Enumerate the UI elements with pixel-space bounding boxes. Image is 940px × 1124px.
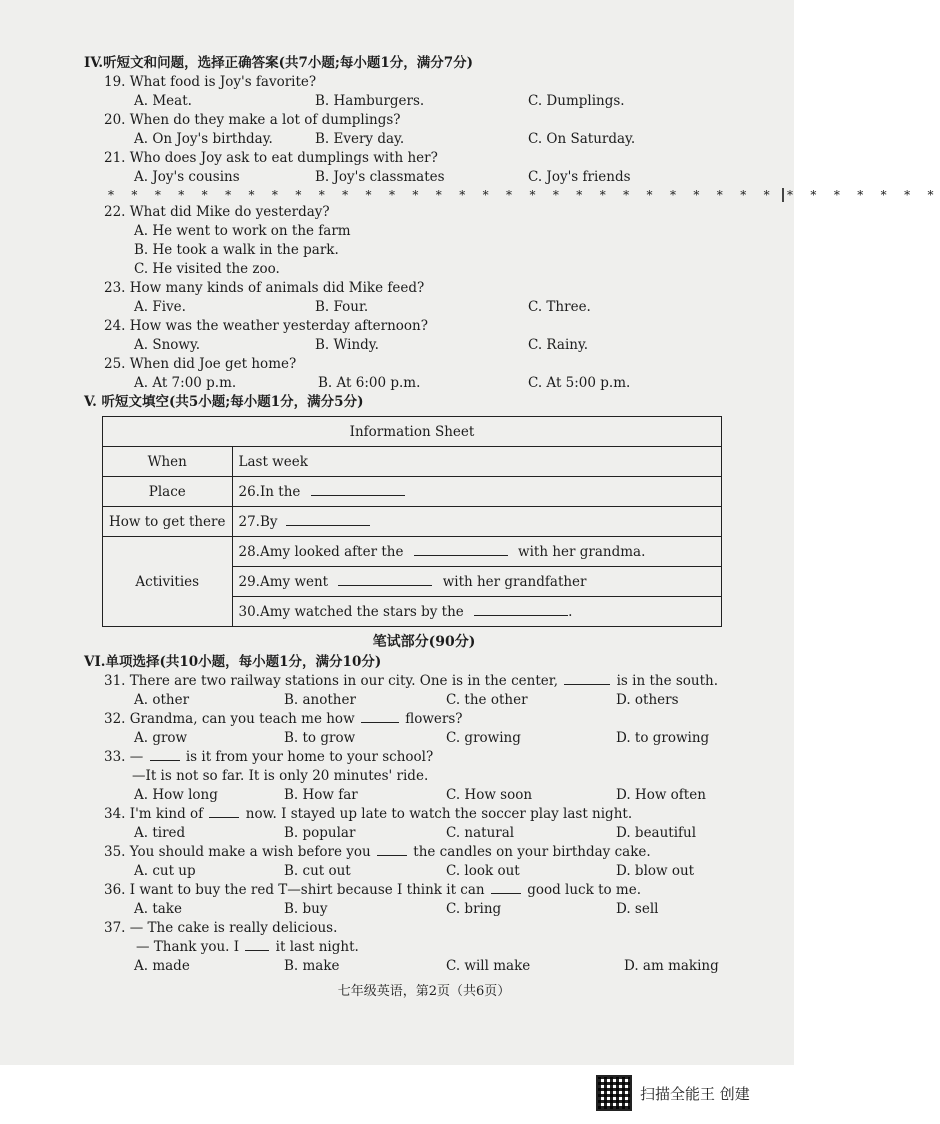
option-b: B. make	[284, 958, 340, 974]
option-a: A. Snowy.	[134, 337, 201, 353]
option-c: C. Dumplings.	[528, 93, 625, 109]
option-a: A. At 7:00 p.m.	[134, 375, 237, 391]
question-37-reply-tail: it last night.	[275, 939, 359, 955]
option-b: B. another	[284, 692, 356, 708]
question-36-stem: 36. I want to buy the red T—shirt because I think it can	[104, 882, 485, 898]
question-31-stem: 31. There are two railway stations in our city. One is in the center,	[104, 673, 559, 689]
question-19-options	[84, 92, 764, 111]
option-a: A. grow	[134, 730, 188, 746]
scanner-watermark	[596, 1075, 750, 1111]
section-v-title: V. 听短文填空(共5小题;每小题1分，满分5分)	[84, 394, 364, 410]
answer-blank-35[interactable]	[377, 843, 407, 856]
option-b: B. Four.	[315, 299, 369, 315]
option-c: C. Joy's friends	[528, 169, 631, 185]
option-b: B. Joy's classmates	[315, 169, 445, 185]
option-c: C. will make	[446, 958, 531, 974]
question-37-reply-text: — Thank you. I	[136, 939, 240, 955]
place-label: Place	[103, 477, 233, 507]
question-37-reply	[84, 938, 764, 957]
option-c: C. growing	[446, 730, 521, 746]
answer-blank-29[interactable]	[338, 573, 432, 586]
how-cell	[232, 507, 722, 537]
question-22: 22. What did Mike do yesterday?	[104, 204, 330, 220]
option-a: A. Five.	[134, 299, 186, 315]
question-37: 37. — The cake is really delicious.	[104, 920, 338, 936]
scanner-watermark-text: 扫描全能王 创建	[640, 1084, 750, 1103]
option-c: C. the other	[446, 692, 528, 708]
option-b: B. How far	[284, 787, 358, 803]
activity-29	[232, 567, 722, 597]
question-21-options	[84, 168, 764, 187]
question-33-reply: —It is not so far. It is only 20 minutes' ride.	[132, 768, 429, 784]
option-b: B. cut out	[284, 863, 351, 879]
section-iv-title: IV.听短文和问题，选择正确答案(共7小题;每小题1分，满分7分)	[84, 55, 474, 71]
option-c: C. natural	[446, 825, 515, 841]
activity-28-text: 28.Amy looked after the	[238, 544, 404, 560]
question-33-stem-tail: is it from your home to your school?	[185, 749, 434, 765]
question-25-options	[84, 374, 764, 393]
question-21: 21. Who does Joy ask to eat dumplings with her?	[104, 150, 438, 166]
answer-blank-26[interactable]	[311, 483, 405, 496]
question-24-options	[84, 336, 764, 355]
question-35	[84, 843, 764, 862]
activity-30-text: 30.Amy watched the stars by the	[238, 604, 464, 620]
question-25: 25. When did Joe get home?	[104, 356, 297, 372]
option-a: A. cut up	[134, 863, 196, 879]
activity-30	[232, 597, 722, 627]
question-36-options	[84, 900, 764, 919]
option-c: C. At 5:00 p.m.	[528, 375, 631, 391]
question-33	[84, 748, 764, 767]
question-35-stem-tail: the candles on your birthday cake.	[413, 844, 651, 860]
option-a: A. Meat.	[134, 93, 192, 109]
answer-blank-27[interactable]	[286, 513, 370, 526]
option-c: C. He visited the zoo.	[134, 261, 280, 277]
question-36	[84, 881, 764, 900]
activity-28-tail: with her grandma.	[518, 544, 646, 560]
activity-28	[232, 537, 722, 567]
question-32-options	[84, 729, 764, 748]
option-d: D. to growing	[616, 730, 710, 746]
activity-29-text: 29.Amy went	[238, 574, 329, 590]
answer-blank-33[interactable]	[150, 748, 180, 761]
page-content	[84, 54, 940, 1004]
question-24: 24. How was the weather yesterday afternoon?	[104, 318, 428, 334]
answer-blank-34[interactable]	[209, 805, 239, 818]
option-b: B. to grow	[284, 730, 356, 746]
answer-blank-36[interactable]	[491, 881, 521, 894]
answer-blank-31[interactable]	[564, 672, 610, 685]
option-a: A. He went to work on the farm	[134, 223, 351, 239]
question-34-stem-tail: now. I stayed up late to watch the soccer play last night.	[245, 806, 633, 822]
question-31-options	[84, 691, 764, 710]
page-footer: 七年级英语，第2页（共6页）	[337, 984, 511, 999]
option-a: A. other	[134, 692, 190, 708]
section-vi-title: VI.单项选择(共10小题，每小题1分，满分10分)	[84, 654, 382, 670]
option-b: B. popular	[284, 825, 356, 841]
activities-label: Activities	[103, 537, 233, 627]
option-c: C. How soon	[446, 787, 533, 803]
option-d: D. beautiful	[616, 825, 697, 841]
question-31	[84, 672, 764, 691]
option-b: B. Hamburgers.	[315, 93, 425, 109]
option-b: B. At 6:00 p.m.	[318, 375, 421, 391]
question-32	[84, 710, 764, 729]
option-b: B. He took a walk in the park.	[134, 242, 339, 258]
question-31-stem-tail: is in the south.	[616, 673, 719, 689]
option-d: D. sell	[616, 901, 659, 917]
option-d: D. blow out	[616, 863, 695, 879]
when-value: Last week	[232, 447, 722, 477]
information-sheet-table	[102, 416, 722, 627]
option-c: C. look out	[446, 863, 520, 879]
activity-29-tail: with her grandfather	[442, 574, 587, 590]
table-title: Information Sheet	[103, 417, 722, 447]
question-34-options	[84, 824, 764, 843]
question-37-options	[84, 957, 764, 976]
written-section-title: 笔试部分(90分)	[372, 634, 476, 650]
question-23: 23. How many kinds of animals did Mike feed?	[104, 280, 425, 296]
option-a: A. tired	[134, 825, 186, 841]
option-a: A. made	[134, 958, 190, 974]
option-d: D. others	[616, 692, 679, 708]
question-33-stem: 33. —	[104, 749, 144, 765]
place-text: 26.In the	[238, 484, 301, 500]
qr-code-icon	[596, 1075, 632, 1111]
question-23-options	[84, 298, 764, 317]
question-34	[84, 805, 764, 824]
question-32-stem-tail: flowers?	[405, 711, 463, 727]
activity-30-tail: .	[568, 604, 573, 620]
option-c: C. bring	[446, 901, 502, 917]
option-c: C. On Saturday.	[528, 131, 636, 147]
option-a: A. How long	[134, 787, 218, 803]
option-c: C. Rainy.	[528, 337, 589, 353]
question-20: 20. When do they make a lot of dumplings?	[104, 112, 401, 128]
option-b: B. Windy.	[315, 337, 379, 353]
answer-blank-37[interactable]	[245, 938, 269, 951]
answer-blank-28[interactable]	[414, 543, 508, 556]
question-34-stem: 34. I'm kind of	[104, 806, 204, 822]
question-36-stem-tail: good luck to me.	[527, 882, 642, 898]
option-a: A. Joy's cousins	[134, 169, 240, 185]
option-a: A. take	[134, 901, 182, 917]
question-20-options	[84, 130, 764, 149]
how-text: 27.By	[238, 514, 278, 530]
option-b: B. Every day.	[315, 131, 405, 147]
question-35-stem: 35. You should make a wish before you	[104, 844, 371, 860]
question-32-stem: 32. Grandma, can you teach me how	[104, 711, 355, 727]
option-a: A. On Joy's birthday.	[134, 131, 273, 147]
question-33-options	[84, 786, 764, 805]
question-19: 19. What food is Joy's favorite?	[104, 74, 317, 90]
when-label: When	[103, 447, 233, 477]
star-divider: * * * * * * * * * * * * * * * * * * * * * * * * * * * * * * * * * * * *	[108, 188, 940, 202]
how-label: How to get there	[103, 507, 233, 537]
option-c: C. Three.	[528, 299, 591, 315]
option-b: B. buy	[284, 901, 328, 917]
option-d: D. How often	[616, 787, 706, 803]
question-35-options	[84, 862, 764, 881]
answer-blank-32[interactable]	[361, 710, 399, 723]
answer-blank-30[interactable]	[474, 603, 568, 616]
option-d: D. am making	[624, 958, 719, 974]
place-cell	[232, 477, 722, 507]
